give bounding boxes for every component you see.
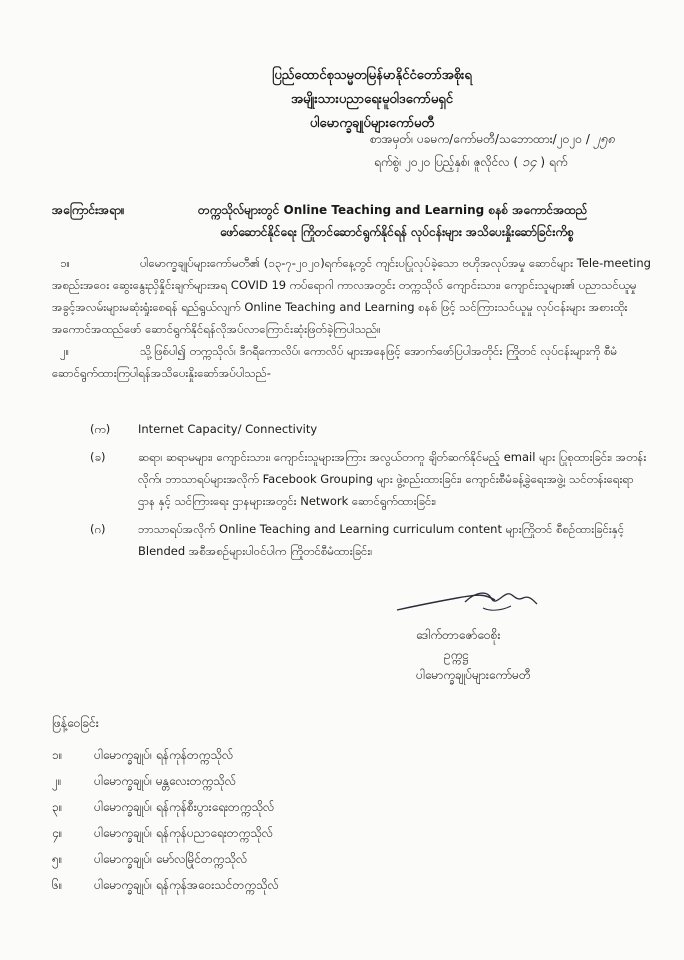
signatory-title: ဥက္ကဋ္ဌ xyxy=(444,648,469,662)
item-text: ဆရာ၊ ဆရာမများ၊ ကျောင်းသား၊ ကျောင်းသူများအကြား အလွယ်တကူ ချိတ်ဆက်နိုင်မည့် email များ ပြုစုထားခြင်း၊ အတန်းလိုက်၊ ဘာသာရပ်များအလိုက် Facebook Grouping များ ဖွဲ့စည်းထားခြင်း၊ ကျောင်းစီမံခန့်ခွဲရေးအဖွဲ့၊ သင်တန်းရေးရာဌာန နှင့် သင်ကြားရေး ဌာနများအတွင်း Network ဆောင်ရွက်ထားခြင်း၊ xyxy=(138,450,647,508)
list-item xyxy=(52,768,552,794)
distribution-recipient: ပါမောက္ခချုပ်၊ ရန်ကုန်တက္ကသိုလ် xyxy=(94,748,234,762)
paragraph-text: သို့ဖြစ်ပါ၍ တက္ကသိုလ်၊ ဒီဂရီကောလိပ်၊ ကောလိပ် များအနေဖြင့် အောက်ဖော်ပြပါအတိုင်း ကြိုတင် လုပ်ငန်းများကို စီမံဆောင်ရွက်ထားကြပါရန်အသိပေးနှိုးဆော်အပ်ပါသည်- xyxy=(52,344,617,380)
item-marker: (ခ) xyxy=(90,450,106,464)
list-item xyxy=(52,794,552,820)
paragraph xyxy=(52,252,654,340)
list-item xyxy=(52,872,552,898)
subject-label: အကြောင်းအရာ။ xyxy=(52,203,125,217)
letterhead-commission: အမျိုးသားပညာရေးမူဝါဒကော်မရှင် xyxy=(291,92,453,107)
paragraph-number: ၁။ xyxy=(60,256,70,270)
distribution-recipient: ပါမောက္ခချုပ်၊ မော်လမြိုင်တက္ကသိုလ် xyxy=(94,852,248,866)
distribution-number: ၂။ xyxy=(52,774,62,788)
subject-line-1: တက္ကသိုလ်များတွင် Online Teaching and Learning စနစ် အကောင်အထည် xyxy=(198,203,588,217)
item-text: Internet Capacity/ Connectivity xyxy=(138,422,318,436)
letterhead-committee: ပါမောက္ခချုပ်များကော်မတီ xyxy=(309,116,435,131)
signatory-committee: ပါမောက္ခချုပ်များကော်မတီ xyxy=(416,668,531,682)
list-item xyxy=(52,820,552,846)
letter-date-suffix: ) ရက် xyxy=(540,155,568,169)
item-marker: (က) xyxy=(90,422,111,436)
distribution-title: ဖြန့်ဝေခြင်း xyxy=(52,716,99,730)
paragraph xyxy=(52,340,654,384)
distribution-number: ၅။ xyxy=(52,852,63,866)
letter-date-day: ၁၄ xyxy=(521,155,537,170)
distribution-recipient: ပါမောက္ခချုပ်၊ မန္တလေးတက္ကသိုလ် xyxy=(94,774,237,788)
list-item xyxy=(52,742,552,768)
subject-text xyxy=(198,199,668,243)
signatory-name: ဒေါက်တာဇော်ဝေစိုး xyxy=(416,628,501,642)
distribution-recipient: ပါမောက္ခချုပ်၊ ရန်ကုန်အဝေးသင်တက္ကသိုလ် xyxy=(94,878,279,892)
list-item xyxy=(52,846,552,872)
handwritten-signature xyxy=(395,588,615,618)
list-item xyxy=(90,446,650,512)
action-items xyxy=(90,418,650,568)
distribution-number: ၄။ xyxy=(52,826,63,840)
reference-block xyxy=(370,128,615,174)
item-marker: (ဂ) xyxy=(90,522,106,536)
body-paragraphs xyxy=(52,252,654,384)
distribution-number: ၆။ xyxy=(52,878,63,892)
list-item xyxy=(90,418,650,440)
item-text: ဘာသာရပ်အလိုက် Online Teaching and Learning curriculum content များကြိုတင် စီစဉ်ထားခြင်းနှင့် Blended အစီအစဉ်များပါဝင်ပါက ကြိုတင်စီမံထားခြင်း၊ xyxy=(138,522,625,558)
distribution-number: ၃။ xyxy=(52,800,63,814)
letter-number-prefix: စာအမှတ်၊ ပခမက/ကော်မတီ/သဘောထား/၂၀၂၀ / xyxy=(370,132,590,146)
letterhead-government: ပြည်ထောင်စုသမ္မတမြန်မာနိုင်ငံတော်အစိုးရ xyxy=(272,68,472,83)
distribution-recipient: ပါမောက္ခချုပ်၊ ရန်ကုန်စီးပွားရေးတက္ကသိုလ် xyxy=(94,800,275,814)
paragraph-number: ၂။ xyxy=(60,344,70,358)
list-item xyxy=(90,518,650,562)
distribution-number: ၁။ xyxy=(52,748,63,762)
paragraph-text: ပါမောက္ခချုပ်များကော်မတီ၏ (၁၃-၇-၂၀၂၀)ရက်နေ့တွင် ကျင်းပပြုလုပ်ခဲ့သော ဗဟိုအလုပ်အမှု ဆောင်များ Tele-meeting အစည်းအဝေး ဆွေးနွေးညှိနှိုင်းချက်များအရ COVID 19 ကပ်ရောဂါ ကာလအတွင်း တက္ကသိုလ် ကျောင်းသား၊ ကျောင်းသူများ၏ ပညာသင်ယူမှု အခွင့်အလမ်းများမဆုံးရှုံးစေရန် ရည်ရွယ်လျက် Online Teaching and Learning စနစ် ဖြင့် သင်ကြားသင်ယူမှု လုပ်ငန်းများ အစားထိုး အကောင်အထည်ဖော် ဆောင်ရွက်နိုင်ရန်လိုအပ်လာကြောင်းဆုံးဖြတ်ခဲ့ကြပါသည်။ xyxy=(52,256,651,336)
letter-number xyxy=(370,128,615,151)
distribution-list xyxy=(52,742,552,898)
letter-date xyxy=(370,151,615,174)
subject-line-2: ဖော်ဆောင်နိုင်ရေး ကြိုတင်ဆောင်ရွက်နိုင်ရန် လုပ်ငန်းများ အသိပေးနှိုးဆော်ခြင်းကိစ္စ xyxy=(220,225,574,239)
letter-date-prefix: ရက်စွဲ၊ ၂၀၂၀ ပြည့်နှစ်၊ ဇူလိုင်လ ( xyxy=(374,155,519,169)
signatory-block xyxy=(416,625,531,685)
distribution-recipient: ပါမောက္ခချုပ်၊ ရန်ကုန်ပညာရေးတက္ကသိုလ် xyxy=(94,826,274,840)
letter-number-handwritten: ၂၅၈ xyxy=(593,132,615,147)
letterhead xyxy=(0,64,684,136)
